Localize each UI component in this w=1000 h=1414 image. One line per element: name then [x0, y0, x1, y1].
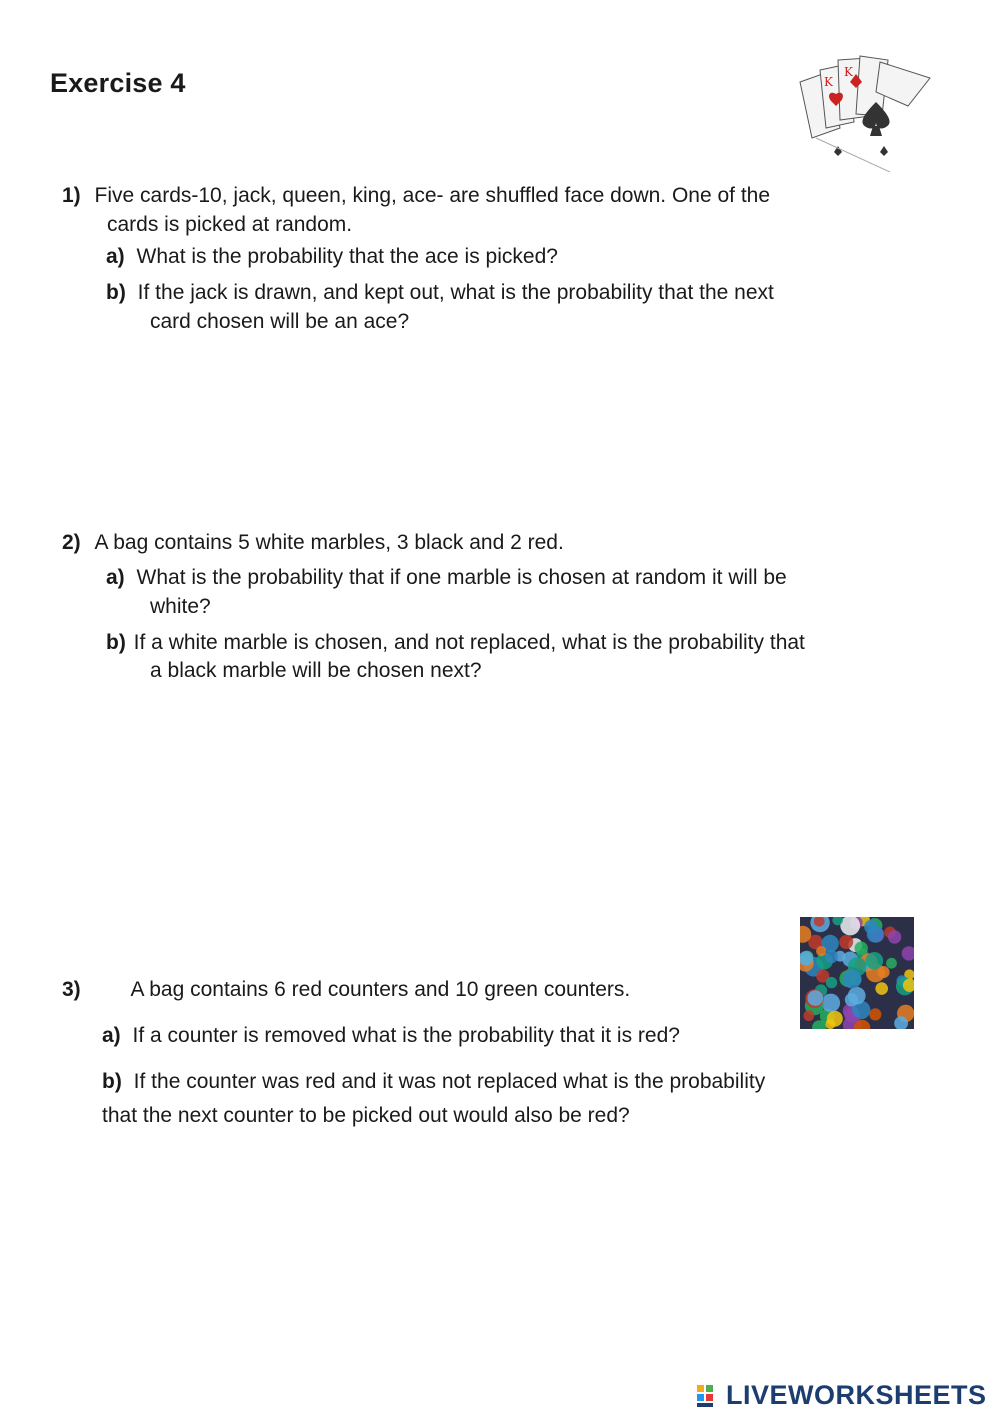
marble	[807, 990, 823, 1006]
marble	[803, 1010, 814, 1021]
liveworksheets-wordmark: LIVEWORKSHEETS	[726, 1379, 987, 1410]
question-2b-label: b)	[106, 631, 126, 654]
question-2a-text: What is the probability that if one marble is chosen at random it will be	[136, 566, 787, 589]
question-2a-line-2: white?	[150, 595, 211, 618]
marble	[875, 982, 888, 995]
question-3b-text: If the counter was red and it was not replaced what is the probability	[133, 1070, 766, 1093]
marble	[843, 970, 862, 989]
question-3a-label: a)	[102, 1024, 121, 1047]
question-2-text: A bag contains 5 white marbles, 3 black and 2 red.	[94, 531, 564, 554]
question-2-line-1	[62, 528, 564, 557]
playing-cards-image	[780, 42, 940, 182]
question-3a-text: If a counter is removed what is the probability that it is red?	[132, 1024, 680, 1047]
question-3-number: 3)	[62, 978, 81, 1001]
question-1-line-1	[62, 181, 770, 210]
marbles-photo	[800, 917, 914, 1029]
question-1b-label: b)	[106, 281, 126, 304]
question-2b-line-2: a black marble will be chosen next?	[150, 659, 482, 682]
question-1a	[106, 242, 558, 271]
question-3a	[102, 1021, 680, 1050]
liveworksheets-brand[interactable]	[696, 1377, 987, 1413]
question-1b-line-2: card chosen will be an ace?	[150, 310, 410, 333]
marble	[848, 987, 866, 1005]
marble	[855, 942, 868, 955]
question-1b	[106, 278, 774, 307]
question-2a	[106, 563, 787, 592]
svg-text:K: K	[824, 75, 833, 89]
page-title: Exercise 4	[50, 68, 186, 98]
marble	[839, 935, 853, 949]
marble	[877, 966, 889, 978]
question-1-number: 1)	[62, 184, 81, 207]
question-3-text: A bag contains 6 red counters and 10 green counters.	[130, 978, 631, 1001]
marble	[886, 958, 897, 969]
question-3b-label: b)	[102, 1070, 122, 1093]
marble	[867, 926, 884, 943]
marble	[822, 994, 841, 1013]
question-2b	[106, 628, 805, 657]
marble	[827, 1011, 843, 1027]
question-3b	[102, 1067, 765, 1096]
marble	[826, 977, 837, 988]
marble	[816, 946, 826, 956]
marble	[825, 950, 838, 963]
question-1a-text: What is the probability that the ace is picked?	[136, 245, 558, 268]
liveworksheets-logo-icon	[696, 1382, 722, 1408]
question-1a-label: a)	[106, 245, 125, 268]
question-2b-text: If a white marble is chosen, and not replaced, what is the probability that	[133, 631, 805, 654]
question-1-line-2: cards is picked at random.	[107, 213, 353, 236]
question-3b-line-2: that the next counter to be picked out would also be red?	[102, 1104, 630, 1127]
question-2-number: 2)	[62, 531, 81, 554]
svg-text:K: K	[844, 65, 853, 79]
marble	[869, 1008, 881, 1020]
question-3-line-1	[62, 975, 630, 1004]
question-1b-text: If the jack is drawn, and kept out, what is the probability that the next	[137, 281, 774, 304]
question-1-text: Five cards-10, jack, queen, king, ace- are shuffled face down. One of the	[94, 184, 771, 207]
marble	[888, 930, 901, 943]
question-2a-label: a)	[106, 566, 125, 589]
